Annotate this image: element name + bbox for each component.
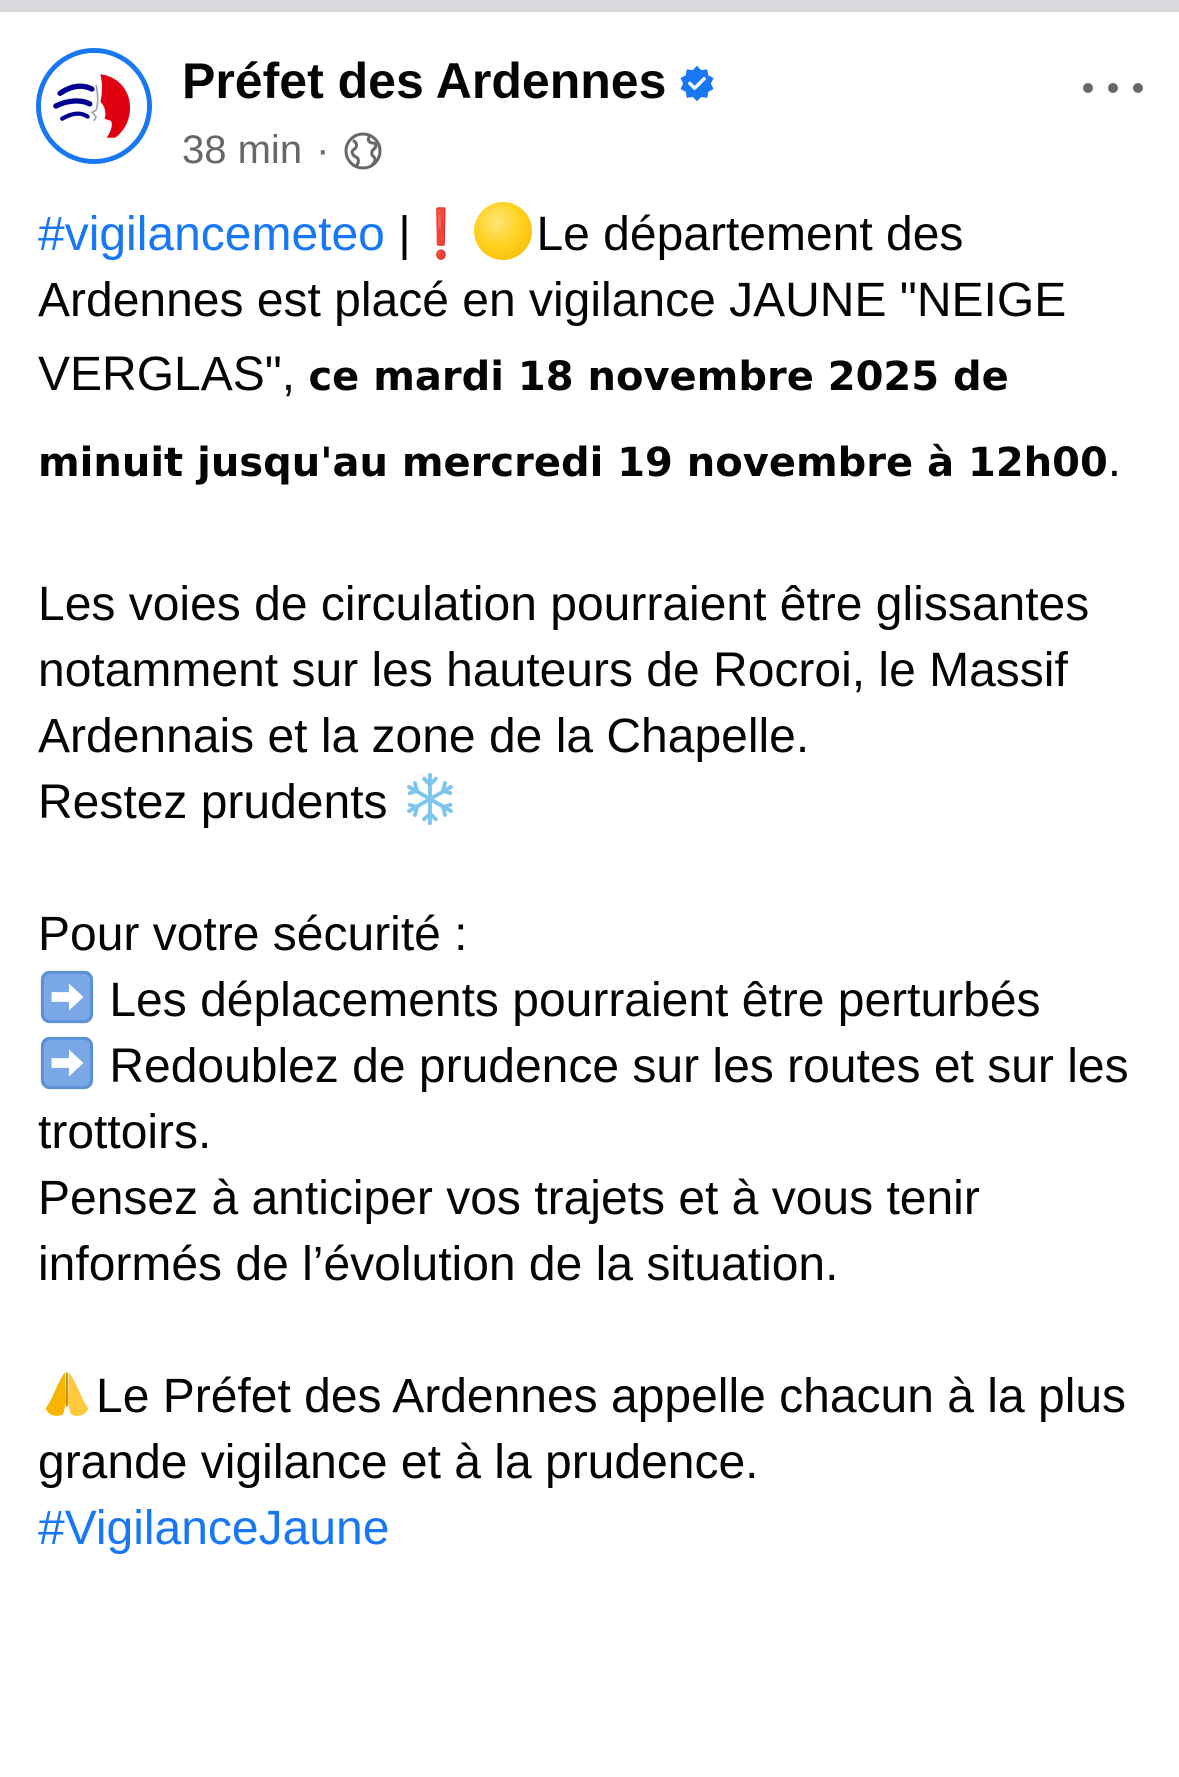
roads-paragraph: Les voies de circulation pourraient être glissantes notamment sur les hauteurs de Rocroi, le Massif Ardennais et la zone de la Chapelle.: [38, 578, 1090, 763]
hashtag-line: [38, 1496, 1148, 1562]
more-dot: [1108, 83, 1118, 93]
top-divider: [0, 0, 1179, 12]
post-time[interactable]: 38 min: [182, 128, 303, 172]
intro-text: Le département des Ardennes est placé en vigilance JAUNE "NEIGE VERGLAS",: [38, 208, 1067, 401]
more-options-icon[interactable]: [1083, 68, 1143, 108]
closing-text: Le Préfet des Ardennes appelle chacun à la plus grande vigilance et à la prudence.: [38, 1370, 1127, 1489]
intro-separator: |: [384, 208, 411, 261]
facebook-post: [0, 12, 1179, 1777]
page-name-text[interactable]: Préfet des Ardennes: [182, 53, 667, 109]
bullet-2: [38, 1034, 1148, 1166]
page-avatar[interactable]: [36, 48, 152, 164]
bullet-2-text: Redoublez de prudence sur les routes et sur les trottoirs.: [38, 1040, 1129, 1159]
spacer: [38, 836, 1148, 902]
bullet-1: [38, 968, 1148, 1034]
dates-end: .: [1107, 434, 1122, 487]
snowflake-emoji-icon: [401, 770, 459, 828]
folded-hands-emoji-icon: [38, 1364, 96, 1422]
hashtag-vigilancemeteo[interactable]: #vigilancemeteo: [38, 208, 385, 261]
verified-badge-icon: [678, 64, 716, 102]
bullet-1-text: Les déplacements pourraient être perturbés: [96, 974, 1041, 1027]
post-body: [38, 202, 1148, 1562]
marianne-logo: [41, 53, 147, 159]
more-dot: [1083, 83, 1093, 93]
intro-paragraph: [38, 202, 1148, 506]
spacer: [38, 506, 1148, 572]
anticipate-paragraph: Pensez à anticiper vos trajets et à vous tenir informés de l’évolution de la situation.: [38, 1172, 980, 1291]
meta-separator: ·: [316, 128, 330, 172]
careful-text: Restez prudents: [38, 776, 401, 829]
dates-bold-text: ce mardi 18 novembre 2025 de minuit jusqu'au mercredi 19 novembre à 12h00: [38, 354, 1108, 486]
globe-icon[interactable]: [343, 131, 383, 171]
careful-line: [38, 770, 1148, 836]
hashtag-vigilancejaune[interactable]: #VigilanceJaune: [38, 1502, 390, 1555]
spacer: [38, 1298, 1148, 1364]
yellow-circle-emoji-icon: [474, 202, 532, 260]
closing-paragraph: [38, 1364, 1148, 1496]
more-dot: [1133, 83, 1143, 93]
page-name[interactable]: [182, 52, 716, 110]
right-arrow-emoji-icon: [38, 1034, 96, 1092]
security-title: Pour votre sécurité :: [38, 908, 468, 961]
right-arrow-emoji-icon: [38, 968, 96, 1026]
exclamation-emoji-icon: ❗: [413, 208, 468, 261]
post-meta: [182, 128, 383, 173]
